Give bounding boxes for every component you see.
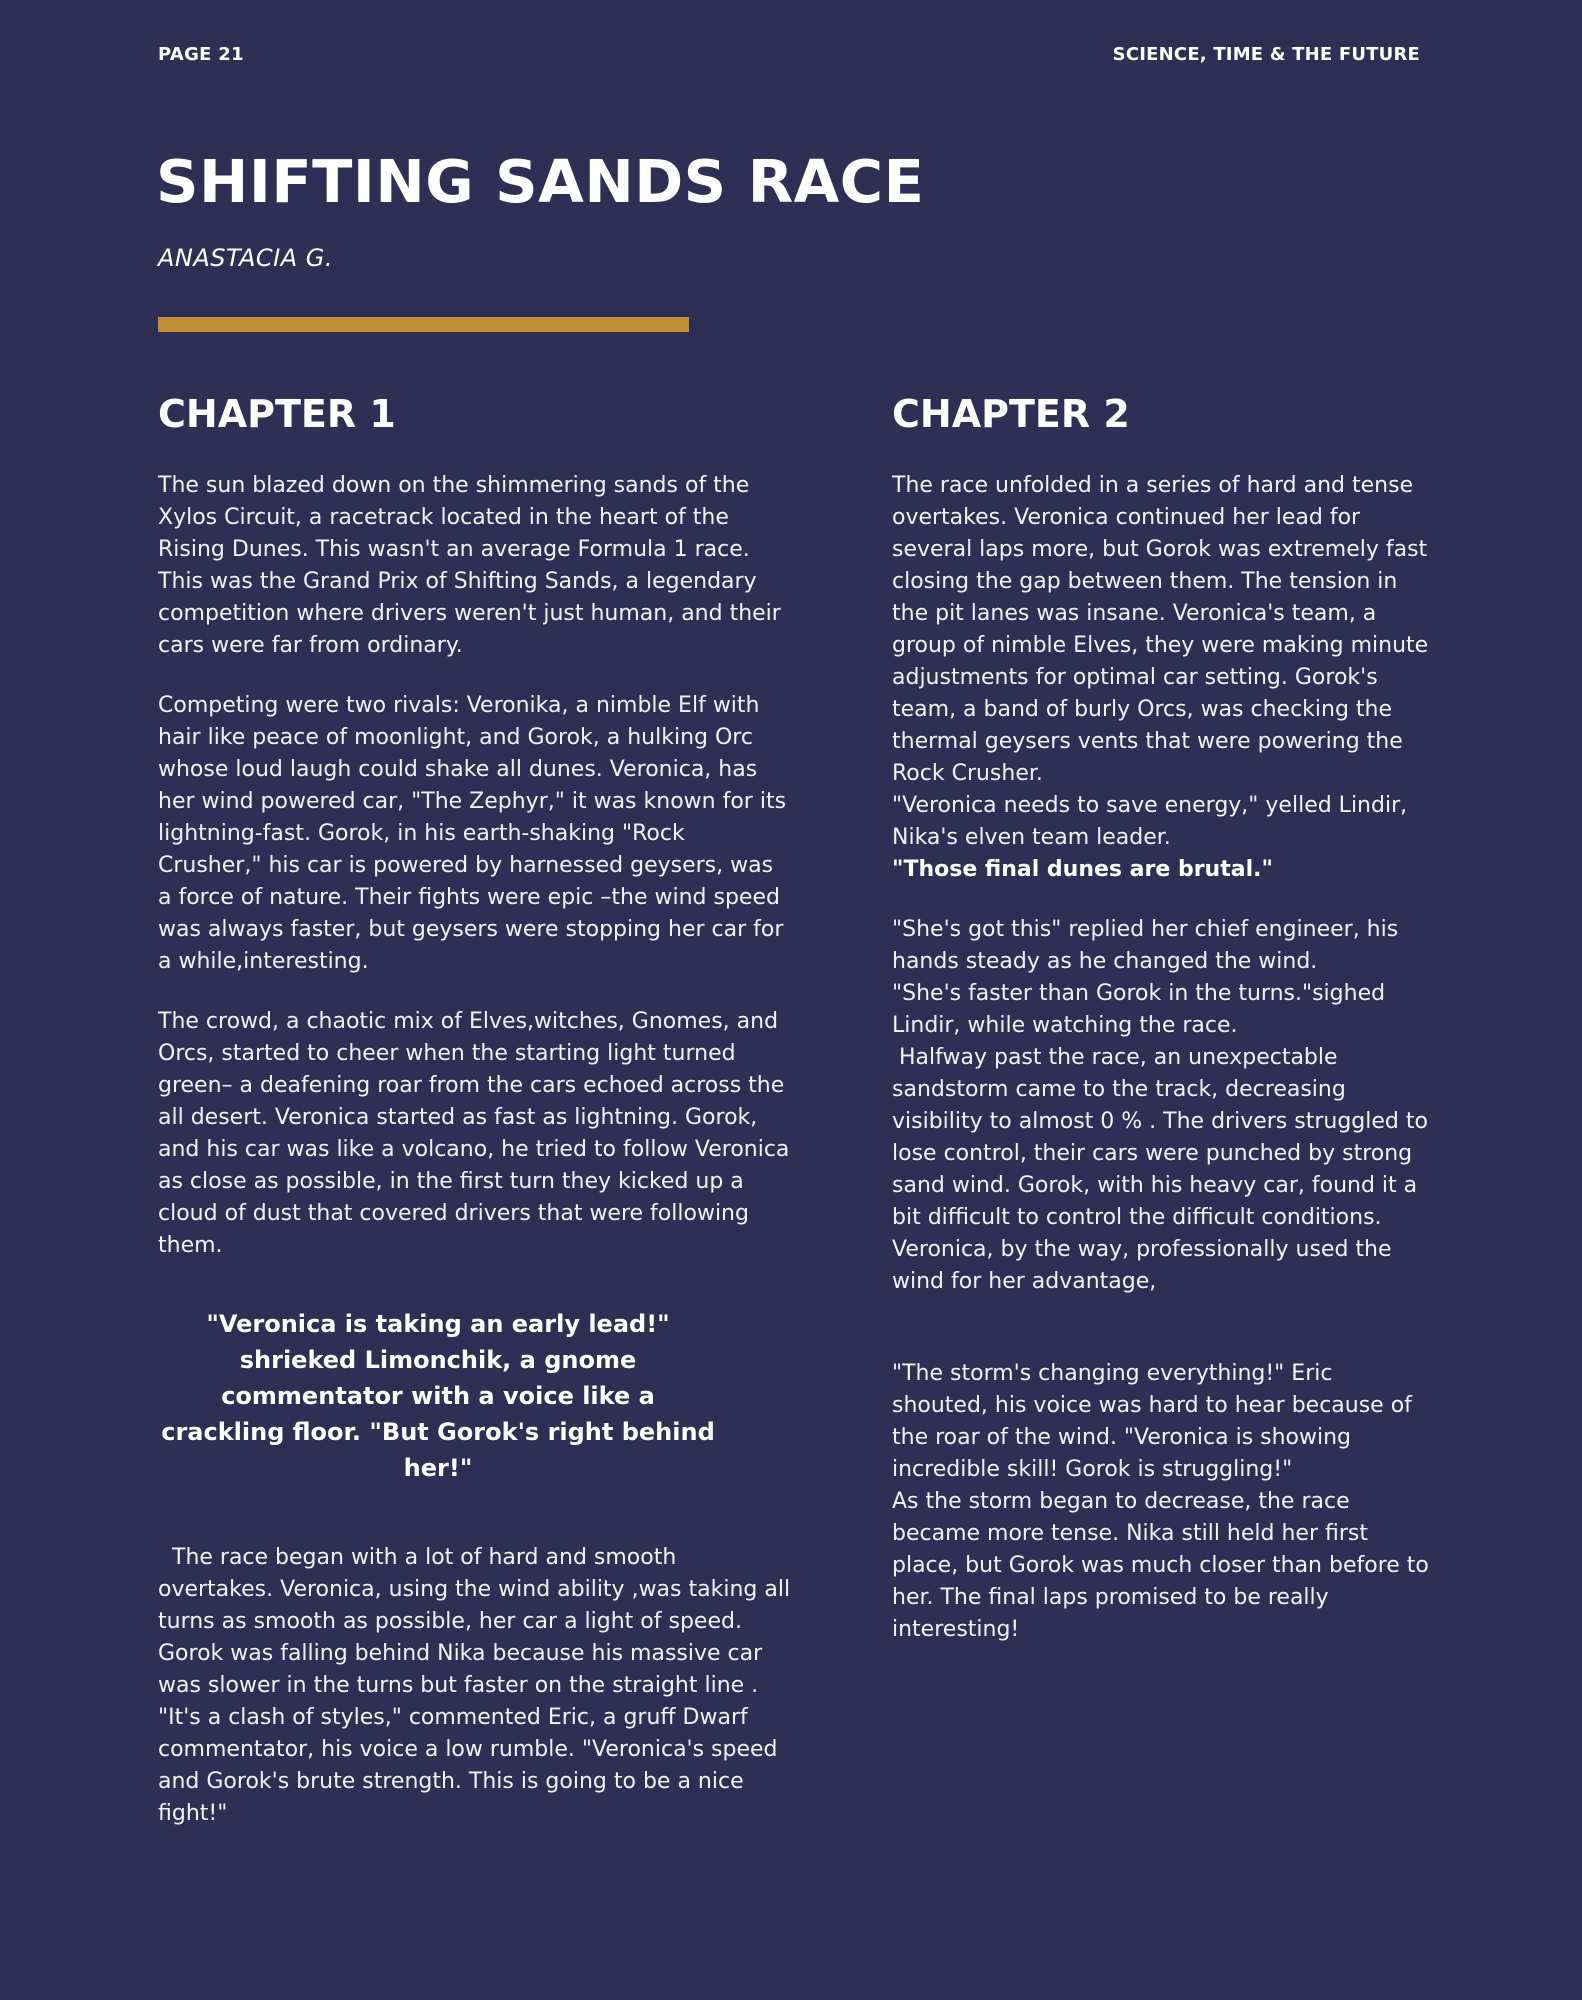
chapter-2-paragraph-5: Halfway past the race, an unexpectable sandstorm came to the track, decreasing visibility to almost 0 % . The drivers struggled to lose control, their cars were punched by strong sand wind. Gorok, with his heavy car, found it a bit difficult to control the difficult conditions. Veronica, by the way, professionally used the wind for her advantage, [892,1045,1435,1294]
chapter-2-paragraph-2: "Veronica needs to save energy," yelled Lindir, Nika's elven team leader. [892,793,1408,850]
chapter-2-block-1 [892,470,1432,886]
page-number: PAGE 21 [158,44,244,65]
chapter-2-block-2 [892,914,1435,1298]
chapter-2-bold-line: "Those final dunes are brutal." [892,857,1273,882]
chapter-2-paragraph-1: The race unfolded in a series of hard and tense overtakes. Veronica continued her lead for several laps more, but Gorok was extremely fast closing the gap between them. The tension in the pit lanes was insane. Veronica's team, a group of nimble Elves, they were making minute adjustments for optimal car setting. Gorok's team, a band of burly Orcs, was checking the thermal geysers vents that were powering the Rock Crusher. [892,473,1429,786]
chapter-2-paragraph-6: "The storm's changing everything!" Eric shouted, his voice was hard to hear because of the roar of the wind. "Veronica is showing incredible skill! Gorok is struggling!" [892,1361,1412,1482]
chapter-2-block-3 [892,1358,1432,1646]
chapter-1-paragraph-4: The race began with a lot of hard and smooth overtakes. Veronica, using the wind ability ,was taking all turns as smooth as possible, her car a light of speed. Gorok was falling behind Nika because his massive car was slower in the turns but faster on the straight line . "It's a clash of styles," commented Eric, a gruff Dwarf commentator, his voice a low rumble. "Veronica's speed and Gorok's brute strength. This is going to be a nice fight!" [158,1545,798,1826]
chapter-1-paragraph-1: The sun blazed down on the shimmering sands of the Xylos Circuit, a racetrack located in the heart of the Rising Dunes. This wasn't an average Formula 1 race. This was the Grand Prix of Shifting Sands, a legendary competition where drivers weren't just human, and their cars were far from ordinary. [158,473,781,658]
chapter-2-heading: CHAPTER 2 [892,392,1130,436]
article-title: SHIFTING SANDS RACE [156,147,925,216]
accent-divider [158,317,689,332]
section-title: SCIENCE, TIME & THE FUTURE [1112,44,1420,65]
chapter-2-column [892,470,1435,1674]
chapter-1-column [158,470,798,1858]
pull-quote: "Veronica is taking an early lead!" shrieked Limonchik, a gnome commentator with a voice like a crackling floor. "But Gorok's right behind her!" [161,1310,715,1482]
chapter-2-paragraph-3: "She's got this" replied her chief engineer, his hands steady as he changed the wind. [892,917,1399,974]
chapter-2-paragraph-4: "She's faster than Gorok in the turns."sighed Lindir, while watching the race. [892,981,1386,1038]
article-author: ANASTACIA G. [158,244,334,272]
chapter-1-paragraph-3: The crowd, a chaotic mix of Elves,witches, Gnomes, and Orcs, started to cheer when the starting light turned green– a deafening roar from the cars echoed across the all desert. Veronica started as fast as lightning. Gorok, and his car was like a volcano, he tried to follow Veronica as close as possible, in the first turn they kicked up a cloud of dust that covered drivers that were following them. [158,1009,790,1258]
chapter-2-paragraph-7: As the storm began to decrease, the race became more tense. Nika still held her first place, but Gorok was much closer than before to her. The final laps promised to be really interesting! [892,1489,1429,1642]
chapter-1-heading: CHAPTER 1 [158,392,396,436]
chapter-1-paragraph-2: Competing were two rivals: Veronika, a nimble Elf with hair like peace of moonlight, and Gorok, a hulking Orc whose loud laugh could shake all dunes. Veronica, has her wind powered car, "The Zephyr," it was known for its lightning-fast. Gorok, in his earth-shaking "Rock Crusher," his car is powered by harnessed geysers, was a force of nature. Their fights were epic –the wind speed was always faster, but geysers were stopping her car for a while,interesting. [158,693,787,974]
